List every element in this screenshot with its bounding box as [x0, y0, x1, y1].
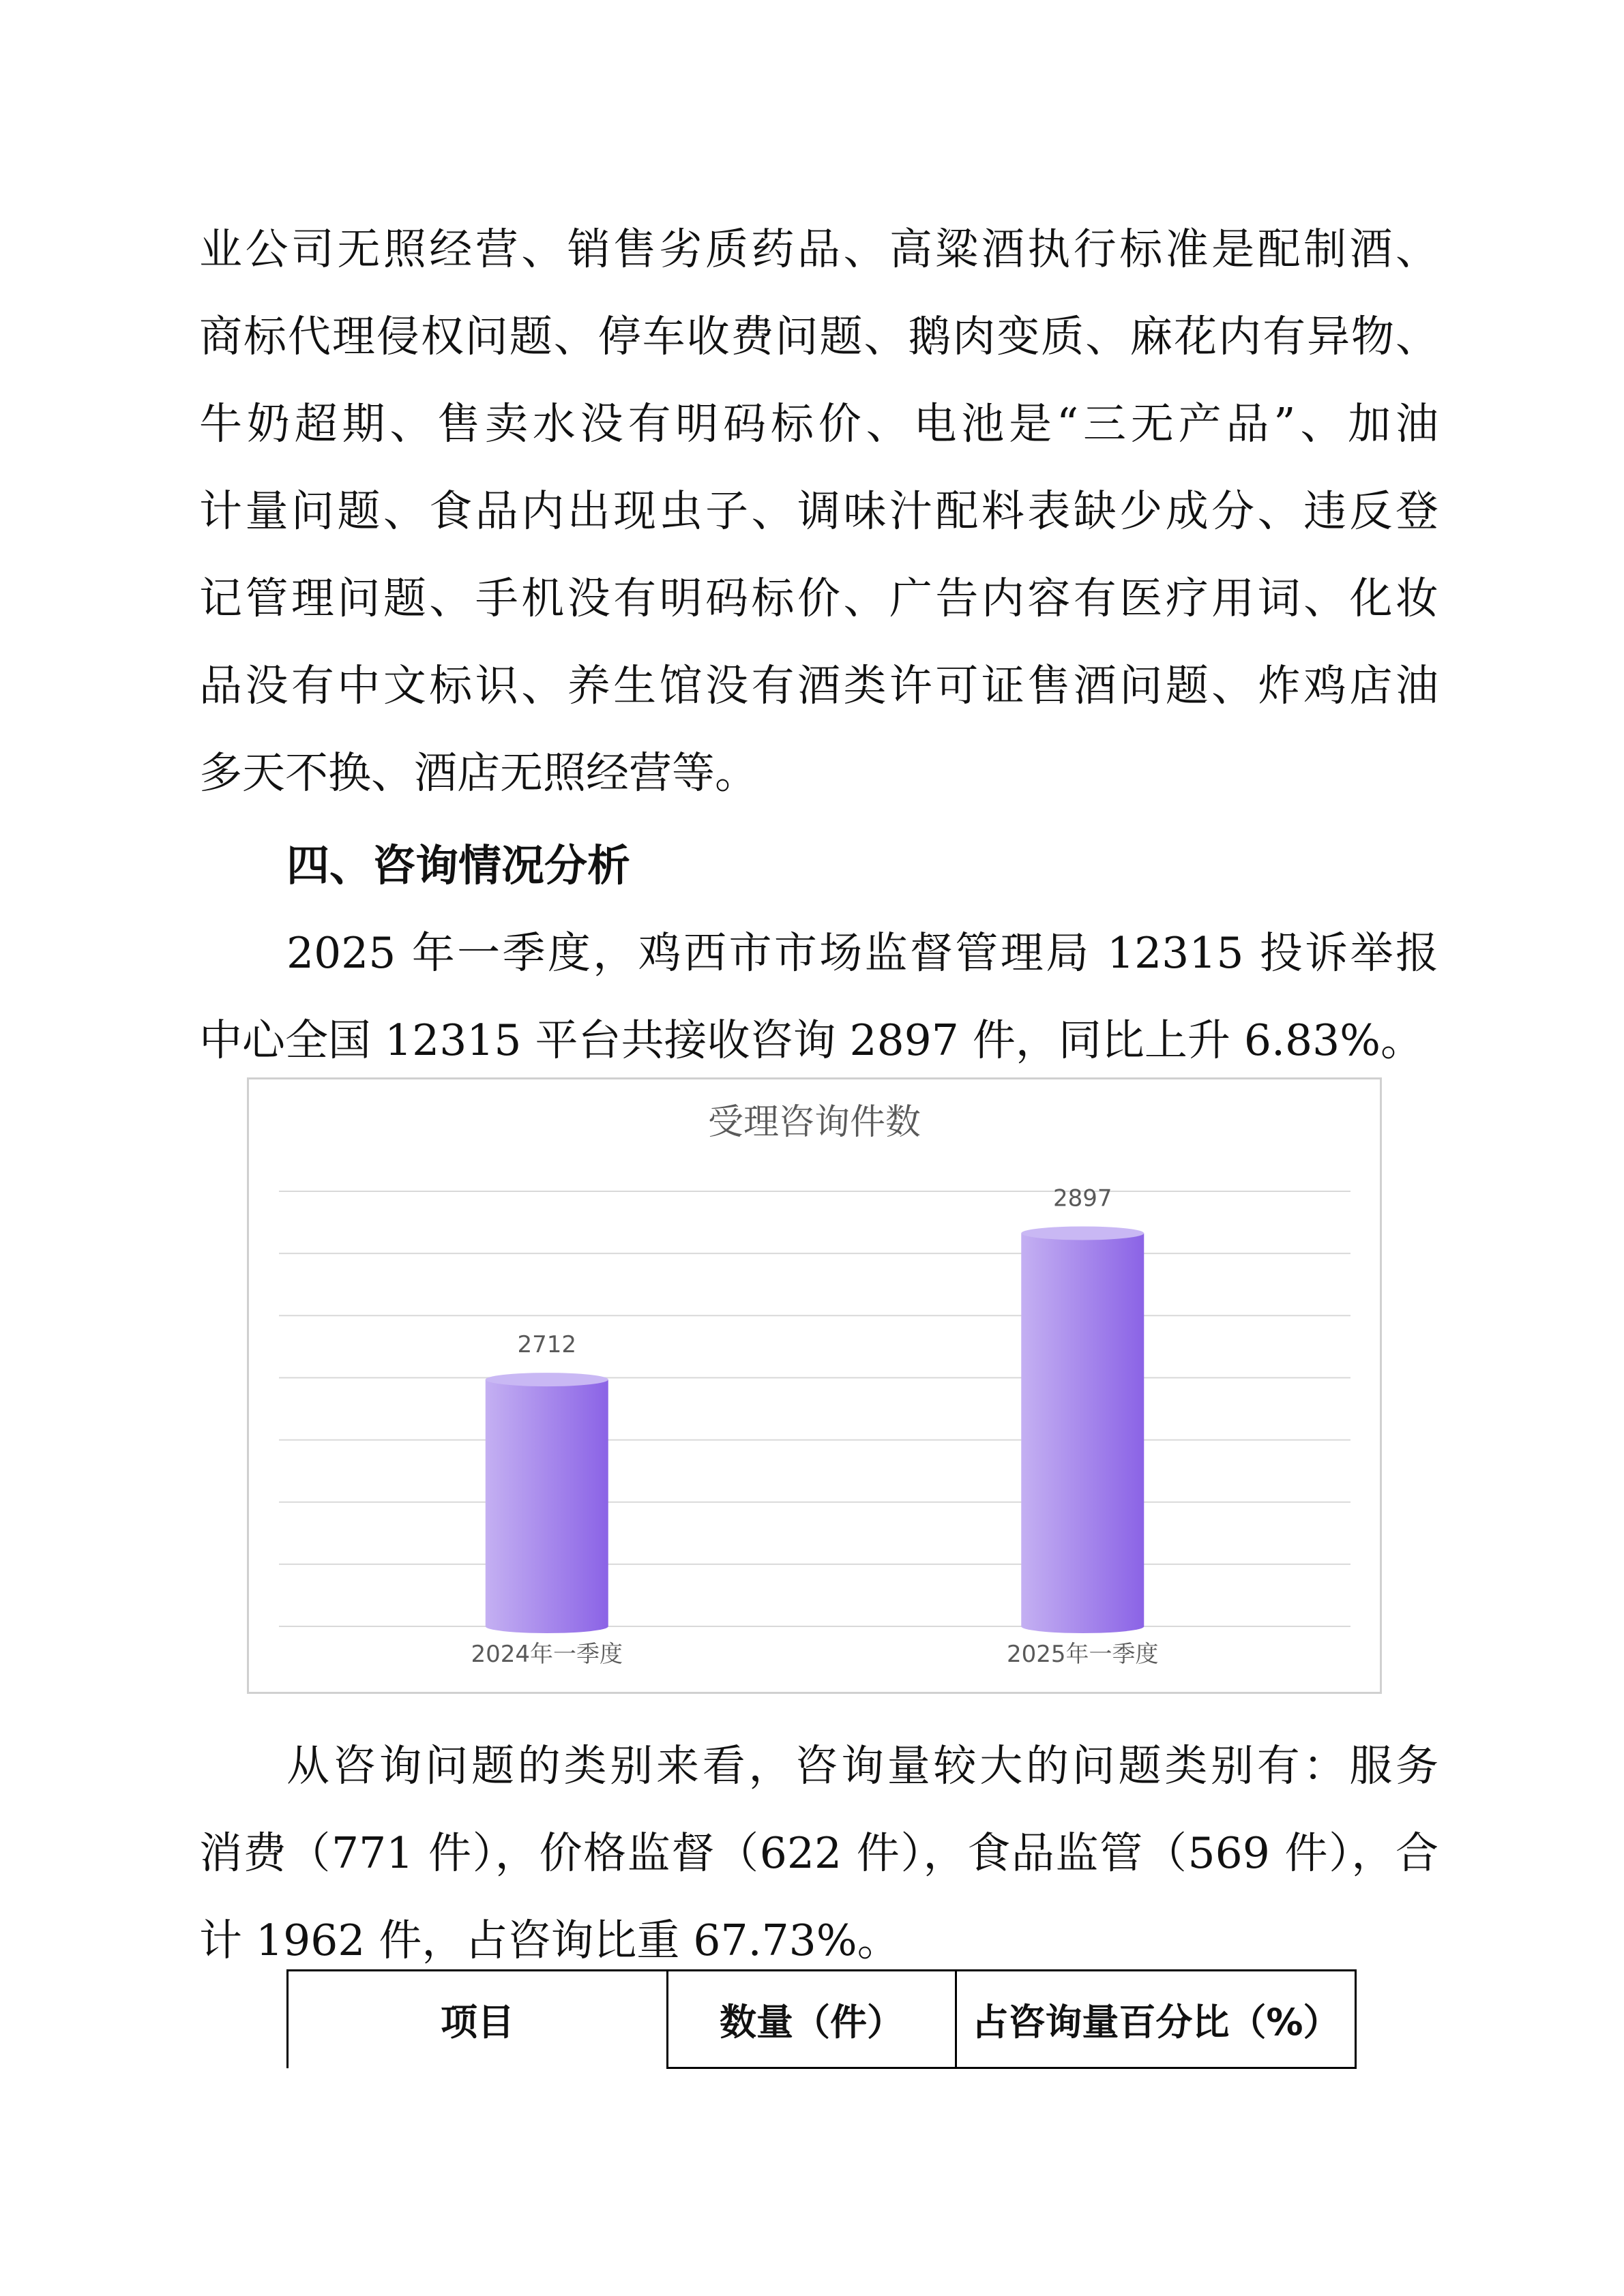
bar-top-2	[1021, 1226, 1144, 1240]
p2-line: 中心全国 12315 平台共接收咨询 2897 件，同比上升 6.83%。	[199, 1015, 1424, 1065]
data-label: 2897	[1052, 1184, 1112, 1212]
table-header-percent: 占咨询量百分比（%）	[956, 1971, 1356, 2068]
category-label: 2024年一季度	[471, 1641, 623, 1668]
p1-line: 记管理问题、手机没有明码标价、广告内容有医疗用词、化妆	[199, 573, 1438, 623]
data-label: 2712	[517, 1331, 577, 1359]
category-label: 2025年一季度	[1006, 1641, 1159, 1668]
bar-2	[1021, 1233, 1144, 1633]
p1-line: 业公司无照经营、销售劣质药品、高粱酒执行标准是配制酒、	[199, 224, 1438, 274]
bar-1	[486, 1380, 608, 1633]
section-heading-4: 四、咨询情况分析	[286, 841, 630, 891]
p1-line: 商标代理侵权问题、停车收费问题、鹅肉变质、麻花内有异物、	[199, 312, 1438, 361]
table-header-count: 数量（件）	[668, 1971, 956, 2068]
p1-line: 多天不换、酒店无照经营等。	[199, 748, 758, 798]
p1-line: 计量问题、食品内出现虫子、调味汁配料表缺少成分、违反登	[199, 486, 1438, 536]
p1-line: 牛奶超期、售卖水没有明码标价、电池是“三无产品”、加油	[199, 399, 1438, 449]
p3-line: 消费（771 件），价格监督（622 件），食品监管（569 件），合	[199, 1828, 1438, 1878]
category-table	[286, 1969, 1357, 2069]
p1-line: 品没有中文标识、养生馆没有酒类许可证售酒问题、炸鸡店油	[199, 661, 1438, 711]
p2-line: 2025 年一季度，鸡西市市场监督管理局 12315 投诉举报	[286, 928, 1438, 978]
p3-line: 计 1962 件，占咨询比重 67.73%。	[199, 1915, 900, 1965]
chart-title: 受理咨询件数	[707, 1102, 921, 1143]
table-header-row	[288, 1971, 1356, 2068]
bar-top-1	[486, 1373, 608, 1386]
chart-container	[247, 1077, 1382, 1694]
p3-line: 从咨询问题的类别来看，咨询量较大的问题类别有：服务	[286, 1741, 1438, 1791]
bar-chart	[249, 1079, 1380, 1692]
table-header-item: 项目	[288, 1971, 668, 2068]
